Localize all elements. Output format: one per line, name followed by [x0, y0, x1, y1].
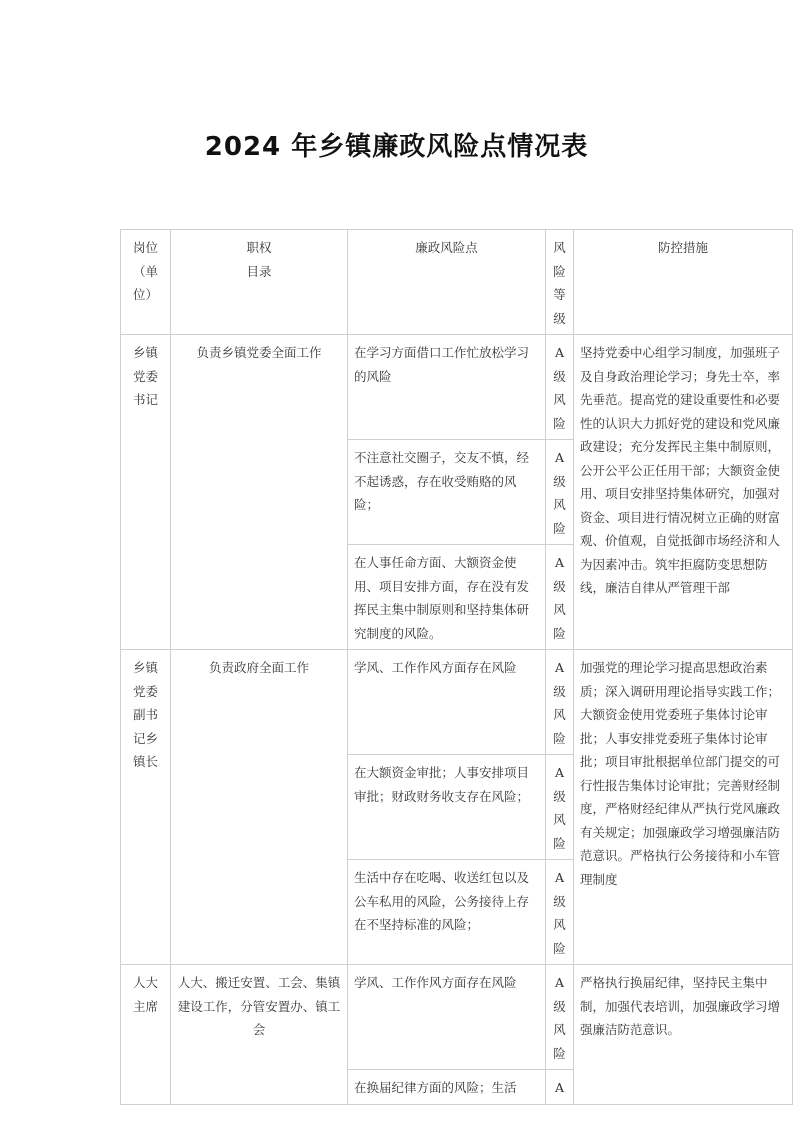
risk-cell: 在学习方面借口工作忙放松学习的风险 — [348, 335, 546, 440]
table-row — [121, 335, 793, 440]
control-cell: 加强党的理论学习提高思想政治素质；深入调研用理论指导实践工作；大额资金使用党委班子集体讨论审批；人事安排党委班子集体讨论审批；项目审批根据单位部门提交的可行性报告集体讨论审批；完善财经制度，严格财经纪律从严执行党风廉政有关规定；加强廉政学习增强廉洁防范意识。严格执行公务接待和小车管理制度 — [574, 650, 793, 965]
risk-cell: 生活中存在吃喝、收送红包以及公车私用的风险，公务接待上存在不坚持标准的风险； — [348, 860, 546, 965]
risk-cell: 在人事任命方面、大额资金使用、项目安排方面，存在没有发挥民主集中制原则和坚持集体研究制度的风险。 — [348, 545, 546, 650]
risk-cell: 在换届纪律方面的风险；生活 — [348, 1070, 546, 1105]
duty-cell: 人大、搬迁安置、工会、集镇建设工作，分管安置办、镇工会 — [171, 965, 348, 1105]
header-level: 风险等级 — [546, 230, 574, 335]
post-cell: 乡镇党委副书记乡镇长 — [121, 650, 171, 965]
risk-cell: 学风、工作作风方面存在风险 — [348, 965, 546, 1070]
table-header-row — [121, 230, 793, 335]
control-cell: 坚持党委中心组学习制度，加强班子及自身政治理论学习；身先士卒，率先垂范。提高党的建设重要性和必要性的认识大力抓好党的建设和党风廉政建设；充分发挥民主集中制原则，公开公平公正任用干部；大额资金使用、项目安排坚持集体研究，加强对资金、项目进行情况树立正确的财富观、价值观，自觉抵御市场经济和人为因素冲击。筑牢拒腐防变思想防线，廉洁自律从严管理干部 — [574, 335, 793, 650]
duty-cell: 负责乡镇党委全面工作 — [171, 335, 348, 650]
level-cell: A级风险 — [546, 440, 574, 545]
level-cell: A级风险 — [546, 965, 574, 1070]
header-duty: 职权 目录 — [171, 230, 348, 335]
level-cell: A级风险 — [546, 545, 574, 650]
duty-cell: 负责政府全面工作 — [171, 650, 348, 965]
post-cell: 人大主席 — [121, 965, 171, 1105]
header-risk: 廉政风险点 — [348, 230, 546, 335]
level-cell: A级风险 — [546, 860, 574, 965]
level-cell: A级风险 — [546, 335, 574, 440]
level-cell: A — [546, 1070, 574, 1105]
level-cell: A级风险 — [546, 755, 574, 860]
table-row — [121, 650, 793, 755]
risk-cell: 学风、工作作风方面存在风险 — [348, 650, 546, 755]
risk-table — [120, 229, 793, 1105]
header-control: 防控措施 — [574, 230, 793, 335]
risk-cell: 在大额资金审批；人事安排项目审批；财政财务收支存在风险； — [348, 755, 546, 860]
page-title: 2024 年乡镇廉政风险点情况表 — [204, 132, 589, 162]
post-cell: 乡镇党委书记 — [121, 335, 171, 650]
header-post: 岗位（单位） — [121, 230, 171, 335]
level-cell: A级风险 — [546, 650, 574, 755]
table-row — [121, 965, 793, 1070]
risk-cell: 不注意社交圈子，交友不慎，经不起诱惑，存在收受贿赂的风险； — [348, 440, 546, 545]
control-cell: 严格执行换届纪律，坚持民主集中制，加强代表培训，加强廉政学习增强廉洁防范意识。 — [574, 965, 793, 1105]
